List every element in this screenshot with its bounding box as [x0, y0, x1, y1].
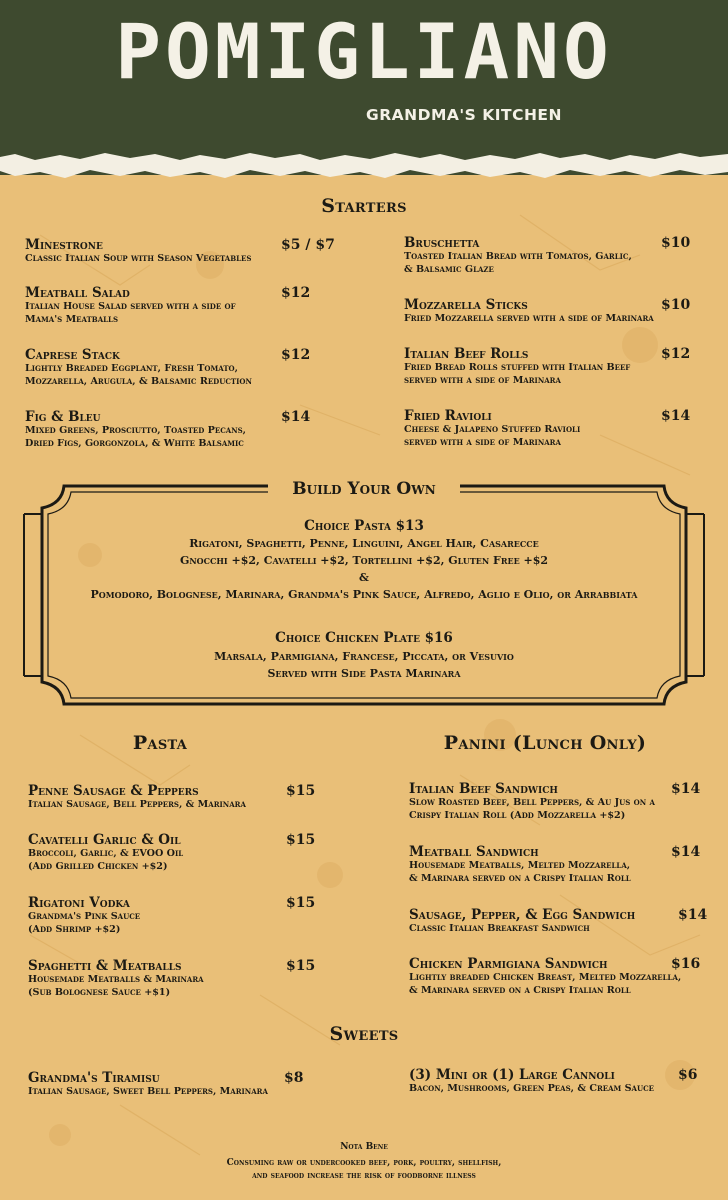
item-name: Spaghetti & Meatballs [28, 958, 182, 974]
item-desc: Lightly Breaded Eggplant, Fresh Tomato, [25, 363, 238, 374]
item-desc: (Add Grilled Chicken +$2) [28, 860, 168, 872]
item-name: Bruschetta [404, 235, 480, 251]
item-desc: Mozzarella, Arugula, & Balsamic Reduction [25, 375, 252, 387]
item-desc: Mama's Meatballs [25, 313, 119, 325]
item-name: Minestrone [25, 237, 103, 253]
item-name: Penne Sausage & Peppers [28, 783, 199, 799]
item-price: $15 [286, 832, 316, 848]
item-name: Caprese Stack [25, 347, 120, 363]
item-price: $10 [661, 235, 691, 251]
menu-item-fried-ravioli [404, 408, 704, 449]
menu-item-rigatoni-vodka [28, 895, 328, 936]
pasta-options: Rigatoni, Spaghetti, Penne, Linguini, Angel Hair, Casarecce [189, 537, 539, 550]
ampersand: & [359, 571, 369, 584]
item-desc: Lightly breaded Chicken Breast, Melted Mozzarella, [409, 972, 682, 983]
menu-item-caprese-stack [25, 347, 340, 388]
item-name: Meatball Salad [25, 285, 130, 301]
item-desc: Bacon, Mushrooms, Green Peas, & Cream Sauce [409, 1083, 654, 1094]
menu-item-chicken-parm-sandwich [409, 956, 719, 997]
item-desc: & Marinara served on a Crispy Italian Roll [409, 872, 631, 884]
food-warning-line-1: Consuming raw or undercooked beef, pork, poultry, shellfish, [226, 1158, 502, 1168]
item-desc: (Add Shrimp +$2) [28, 923, 121, 935]
item-desc: Classic Italian Breakfast Sandwich [409, 923, 590, 934]
menu-item-penne-sausage [28, 783, 328, 812]
item-desc: served with a side of Marinara [404, 374, 561, 386]
item-name: Chicken Parmigiana Sandwich [409, 956, 608, 972]
item-desc: Mixed Greens, Prosciutto, Toasted Pecans, [25, 425, 246, 436]
item-desc: Italian House Salad served with a side of [25, 301, 236, 312]
item-name: Grandma's Tiramisu [28, 1070, 160, 1086]
item-desc: & Balsamic Glaze [404, 263, 494, 275]
item-price: $6 [678, 1067, 698, 1083]
food-warning-line-2: and seafood increase the risk of foodborne illness [252, 1171, 476, 1181]
menu-item-spaghetti-meatballs [28, 958, 328, 999]
item-desc: Italian Sausage, Sweet Bell Peppers, Marinara [28, 1086, 268, 1097]
item-name: Meatball Sandwich [409, 844, 539, 860]
item-price: $5 / $7 [281, 237, 335, 253]
item-name: Mozzarella Sticks [404, 297, 528, 313]
menu-item-cavatelli [28, 832, 328, 873]
item-desc: Crispy Italian Roll (Add Mozzarella +$2) [409, 809, 626, 821]
torn-paper-edge [0, 140, 728, 190]
item-desc: Toasted Italian Bread with Tomatos, Garlic, [404, 251, 632, 262]
item-price: $10 [661, 297, 691, 313]
menu-item-minestrone [25, 237, 340, 266]
item-desc: served with a side of Marinara [404, 436, 561, 448]
chicken-side: Served with Side Pasta Marinara [267, 667, 461, 680]
tagline: GRANDMA'S KITCHEN [366, 106, 562, 124]
item-desc: Italian Sausage, Bell Peppers, & Marinara [28, 799, 246, 810]
item-price: $15 [286, 958, 316, 974]
menu-item-tiramisu [28, 1070, 328, 1099]
sauce-options: Pomodoro, Bolognese, Marinara, Grandma's Pink Sauce, Alfredo, Aglio e Olio, or Arrabbiata [90, 588, 638, 601]
pasta-upgrades: Gnocchi +$2, Cavatelli +$2, Tortellini +$2, Gluten Free +$2 [179, 554, 549, 567]
menu-item-sausage-egg-sandwich [409, 907, 719, 936]
nota-bene-title: Nota Bene [340, 1142, 388, 1152]
item-desc: (Sub Bolognese Sauce +$1) [28, 986, 171, 998]
item-price: $14 [281, 409, 311, 425]
pasta-title: Pasta [132, 732, 188, 754]
item-price: $12 [281, 347, 311, 363]
item-desc: Broccoli, Garlic, & EVOO Oil [28, 848, 184, 859]
item-price: $14 [671, 844, 701, 860]
brand-logo: POMIGLIANO [115, 7, 613, 96]
panini-title: Panini (Lunch Only) [443, 732, 647, 754]
menu-item-cannoli [409, 1067, 719, 1096]
item-desc: & Marinara served on a Crispy Italian Roll [409, 984, 631, 996]
menu-item-meatball-sandwich [409, 844, 719, 885]
item-name: Rigatoni Vodka [28, 895, 130, 911]
item-price: $14 [678, 907, 708, 923]
item-desc: Fried Mozzarella served with a side of Marinara [404, 313, 654, 324]
item-desc: Classic Italian Soup with Season Vegetables [25, 253, 252, 264]
item-name: Cavatelli Garlic & Oil [28, 832, 181, 848]
item-price: $14 [671, 781, 701, 797]
item-name: Sausage, Pepper, & Egg Sandwich [409, 907, 636, 923]
item-price: $15 [286, 783, 316, 799]
menu-item-fig-bleu [25, 409, 340, 450]
item-desc: Cheese & Jalapeno Stuffed Ravioli [404, 424, 581, 435]
choice-chicken-heading: Choice Chicken Plate $16 [275, 630, 453, 646]
item-desc: Housemade Meatballs & Marinara [28, 974, 204, 985]
item-desc: Dried Figs, Gorgonzola, & White Balsamic [25, 437, 244, 449]
build-your-own-title: Build Your Own [268, 479, 460, 499]
item-desc: Grandma's Pink Sauce [28, 911, 141, 922]
item-price: $8 [284, 1070, 304, 1086]
menu-item-meatball-salad [25, 285, 340, 326]
chicken-options: Marsala, Parmigiana, Francese, Piccata, or Vesuvio [214, 650, 514, 663]
sweets-title: Sweets [329, 1023, 399, 1045]
item-price: $16 [671, 956, 701, 972]
item-desc: Fried Bread Rolls stuffed with Italian Beef [404, 362, 631, 373]
menu-item-italian-beef-sandwich [409, 781, 719, 822]
choice-pasta-heading: Choice Pasta $13 [304, 518, 424, 534]
menu-item-italian-beef-rolls [404, 346, 704, 387]
item-name: Fried Ravioli [404, 408, 492, 424]
item-name: Fig & Bleu [25, 409, 101, 425]
menu-item-mozzarella-sticks [404, 297, 704, 326]
item-desc: Housemade Meatballs, Melted Mozzarella, [409, 860, 631, 871]
starters-title: Starters [321, 195, 407, 217]
item-price: $14 [661, 408, 691, 424]
item-price: $12 [661, 346, 691, 362]
item-price: $15 [286, 895, 316, 911]
item-name: Italian Beef Sandwich [409, 781, 558, 797]
menu-item-bruschetta [404, 235, 704, 276]
item-price: $12 [281, 285, 311, 301]
item-name: Italian Beef Rolls [404, 346, 529, 362]
item-name: (3) Mini or (1) Large Cannoli [409, 1067, 615, 1083]
item-desc: Slow Roasted Beef, Bell Peppers, & Au Jus on a [409, 797, 655, 808]
